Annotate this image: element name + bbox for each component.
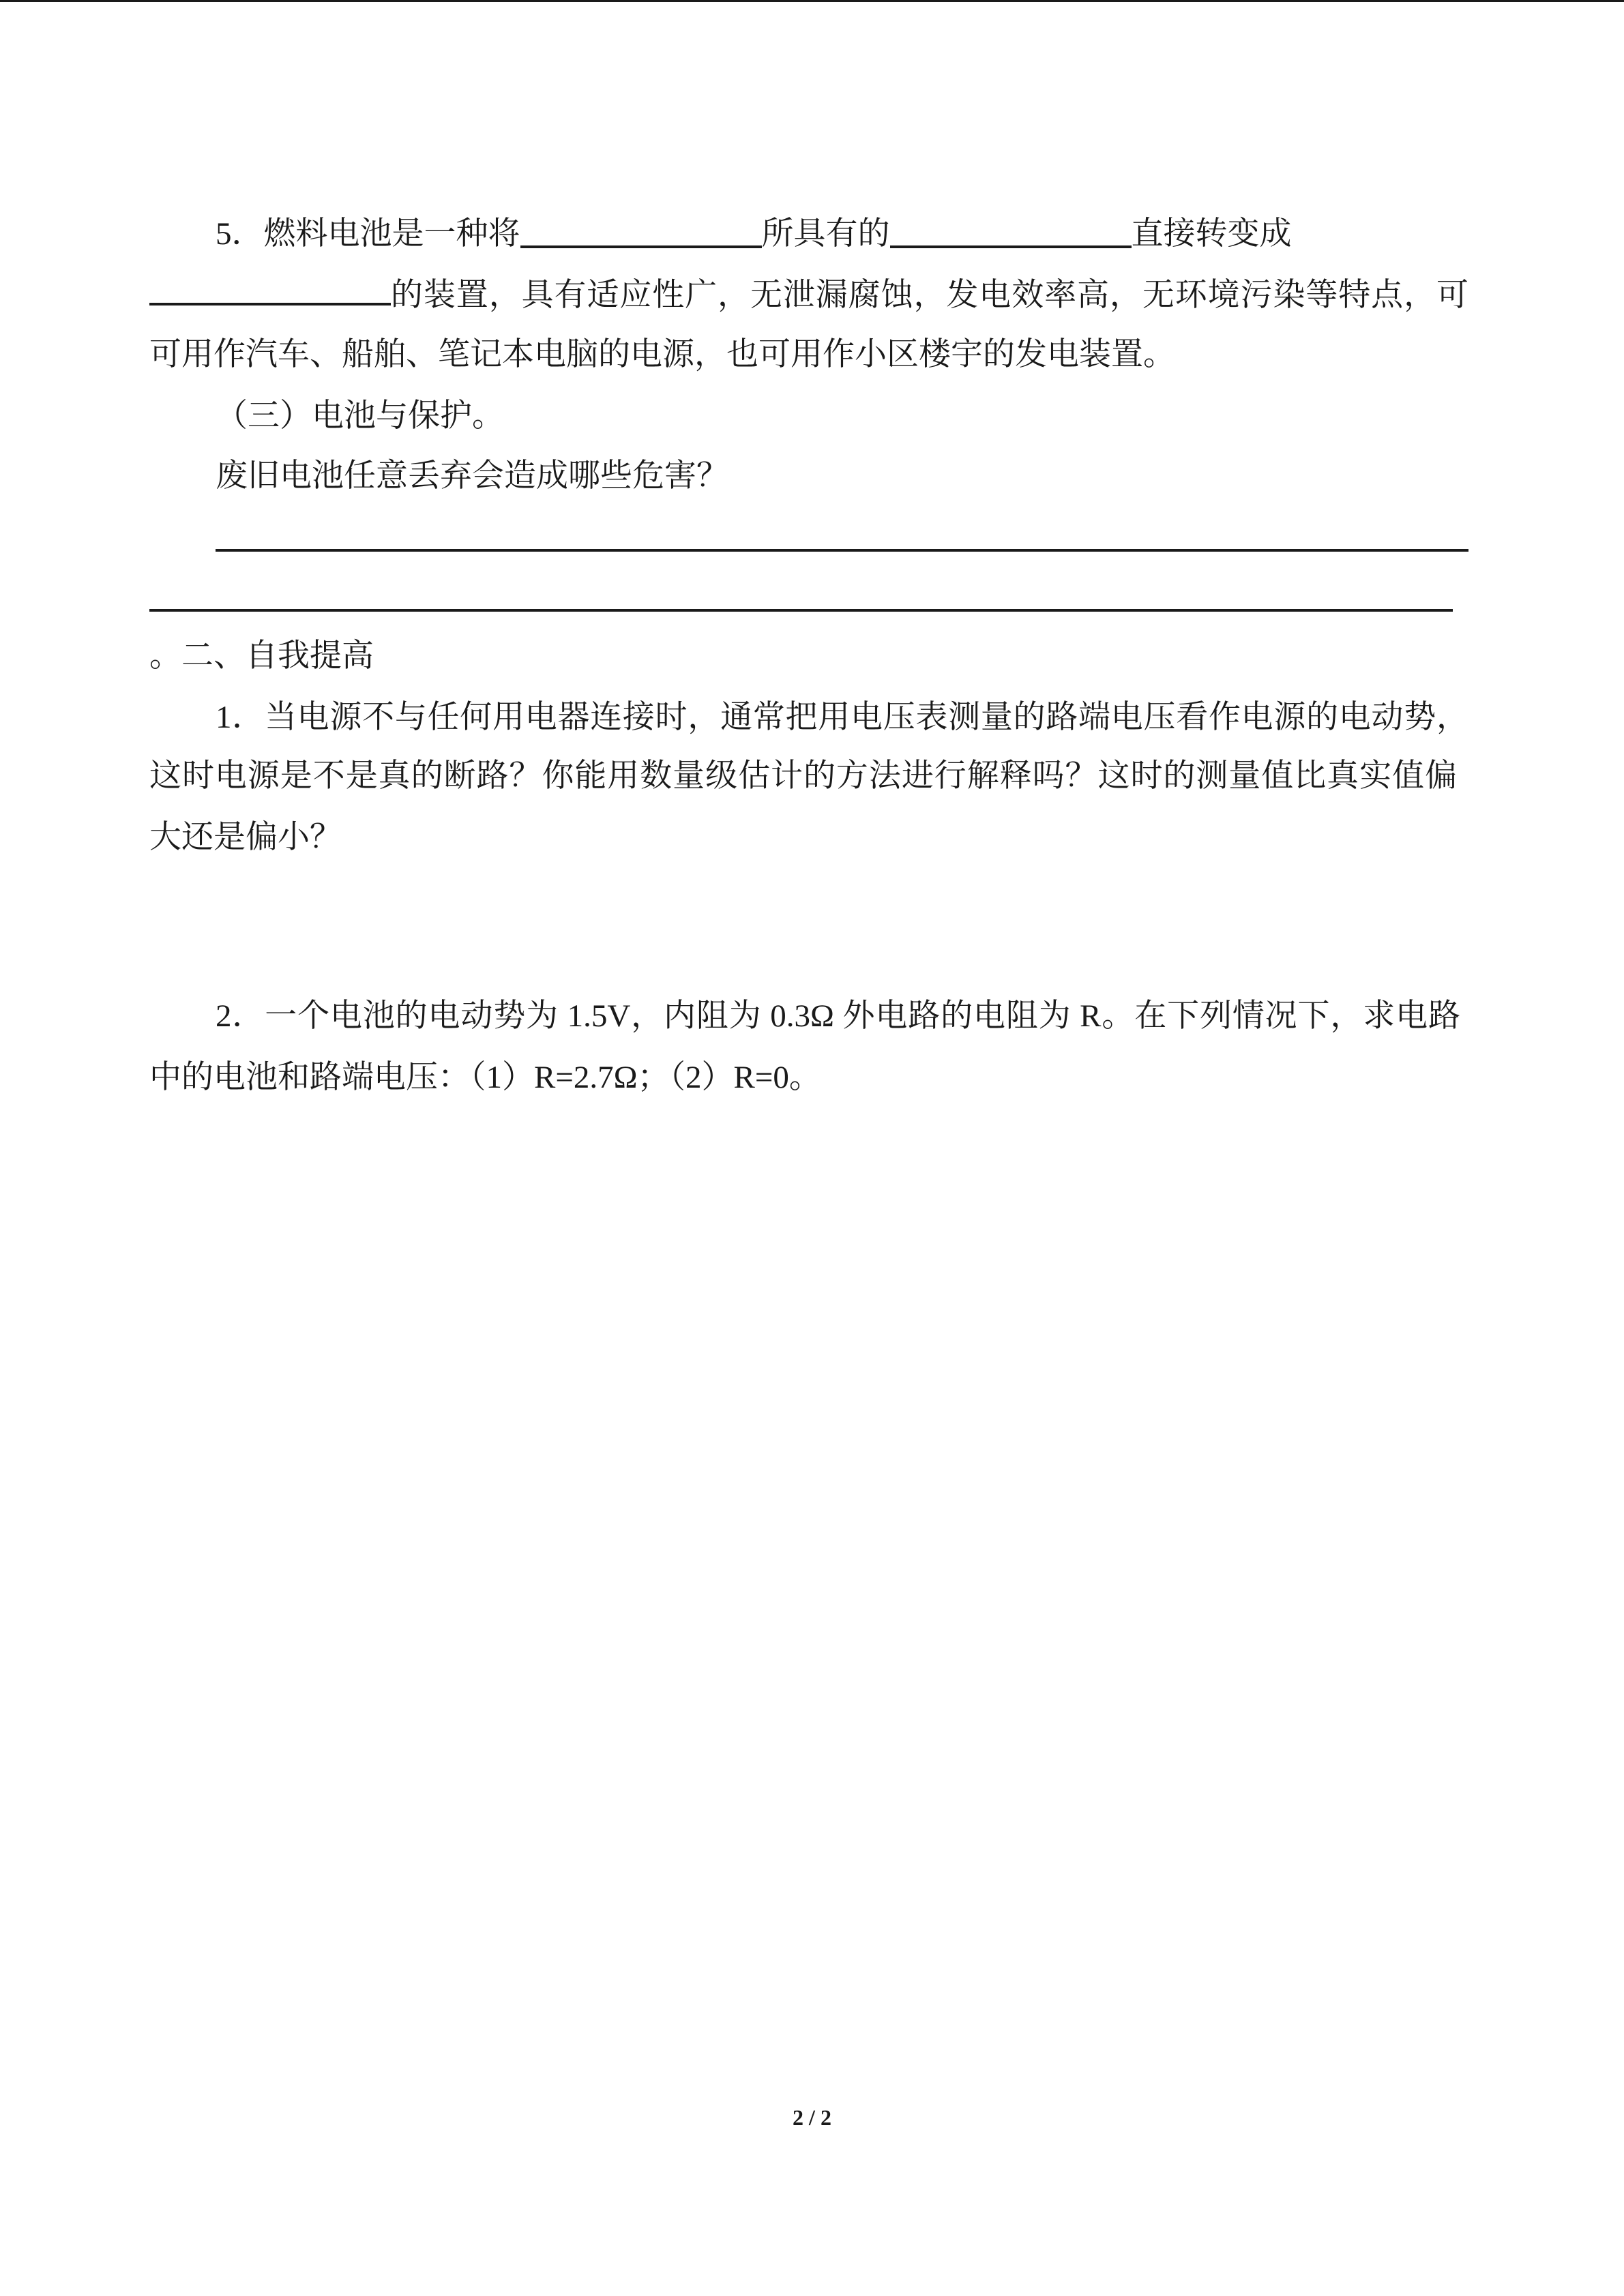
q1-line-3: 大还是偏小？ (149, 820, 342, 855)
q5-text-mid: 所具有的 (761, 216, 890, 252)
answer-line-1 (216, 549, 1468, 552)
q2-line-2: 中的电池和路端电压：（1）R=2.7Ω；（2）R=0。 (149, 1060, 821, 1095)
section-heading-self-improvement: 。二、自我提高 (149, 638, 374, 674)
section-heading-battery-protection: （三）电池与保护。 (216, 398, 504, 434)
top-border-line (0, 0, 1624, 2)
q1-line-1: 1．当电源不与任何用电器连接时，通常把用电压表测量的路端电压看作电源的电动势， (216, 700, 1468, 735)
waste-battery-question: 废旧电池任意丢弃会造成哪些危害？ (216, 458, 728, 494)
q5-text-end: 直接转变成 (1131, 216, 1292, 252)
q5-text-start: 5．燃料电池是一种将 (216, 216, 520, 252)
fill-in-blank-3 (149, 275, 391, 305)
fill-in-blank-2 (890, 218, 1132, 248)
q5-line-2 (149, 275, 1468, 314)
q5-text-line2: 的装置，具有适应性广，无泄漏腐蚀，发电效率高，无环境污染等特点，可 (391, 278, 1468, 313)
q1-line-2: 这时电源是不是真的断路？你能用数量级估计的方法进行解释吗？这时的测量值比真实值偏 (149, 758, 1457, 794)
page-number: 2 / 2 (793, 2105, 831, 2130)
q2-line-1: 2．一个电池的电动势为 1.5V，内阻为 0.3Ω 外电路的电阻为 R。在下列情况下，求电路 (216, 998, 1460, 1034)
fill-in-blank-1 (520, 218, 762, 248)
answer-line-2 (149, 609, 1453, 612)
q5-line-1 (216, 215, 1292, 253)
q5-line-3: 可用作汽车、船舶、笔记本电脑的电源，也可用作小区楼宇的发电装置。 (149, 337, 1175, 372)
